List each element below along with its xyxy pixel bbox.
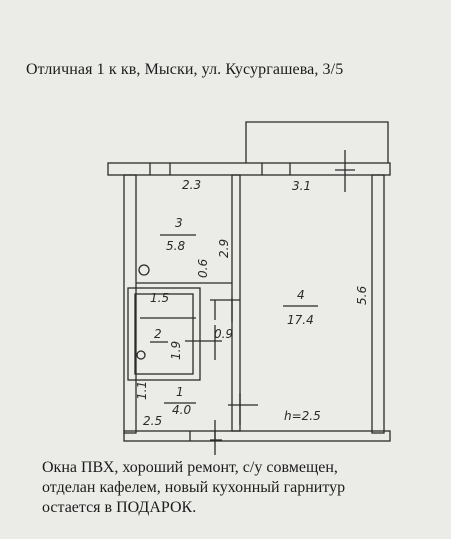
dim-bath-width: 1.5 [150,291,170,305]
room-4-area: 17.4 [287,313,314,327]
room-3-number: 3 [175,216,183,230]
dim-bath-side: 1.9 [169,340,183,360]
listing-title: Отличная 1 к кв, Мыски, ул. Кусургашева, 3/5 [26,61,344,78]
dim-bath-door: 0.9 [214,327,234,341]
dim-ceiling: h=2.5 [284,409,321,423]
bottom-wall [124,431,390,441]
listing-description [42,458,442,518]
room-1-area: 4.0 [172,403,192,417]
dim-top-left: 2.3 [182,178,202,192]
description-line: остается в ПОДАРОК. [42,499,197,516]
description-line: отделан кафелем, новый кухонный гарнитур [42,479,346,496]
partition-wall [232,175,240,431]
room-4-number: 4 [297,288,305,302]
room-3-area: 5.8 [166,239,186,253]
dim-top-right: 3.1 [292,179,312,193]
dim-left-lower: 1.1 [135,380,149,400]
dim-kitchen-height: 2.9 [217,238,231,258]
dim-bottom-left: 2.5 [143,414,163,428]
dim-right-wall: 5.6 [355,285,369,305]
room-1-number: 1 [176,385,184,399]
room-2-number: 2 [154,327,162,341]
right-wall [372,175,384,433]
description-line: Окна ПВХ, хороший ремонт, с/у совмещен, [42,459,338,476]
dim-corridor-upper: 0.6 [196,258,210,278]
balcony-outline [246,122,388,163]
